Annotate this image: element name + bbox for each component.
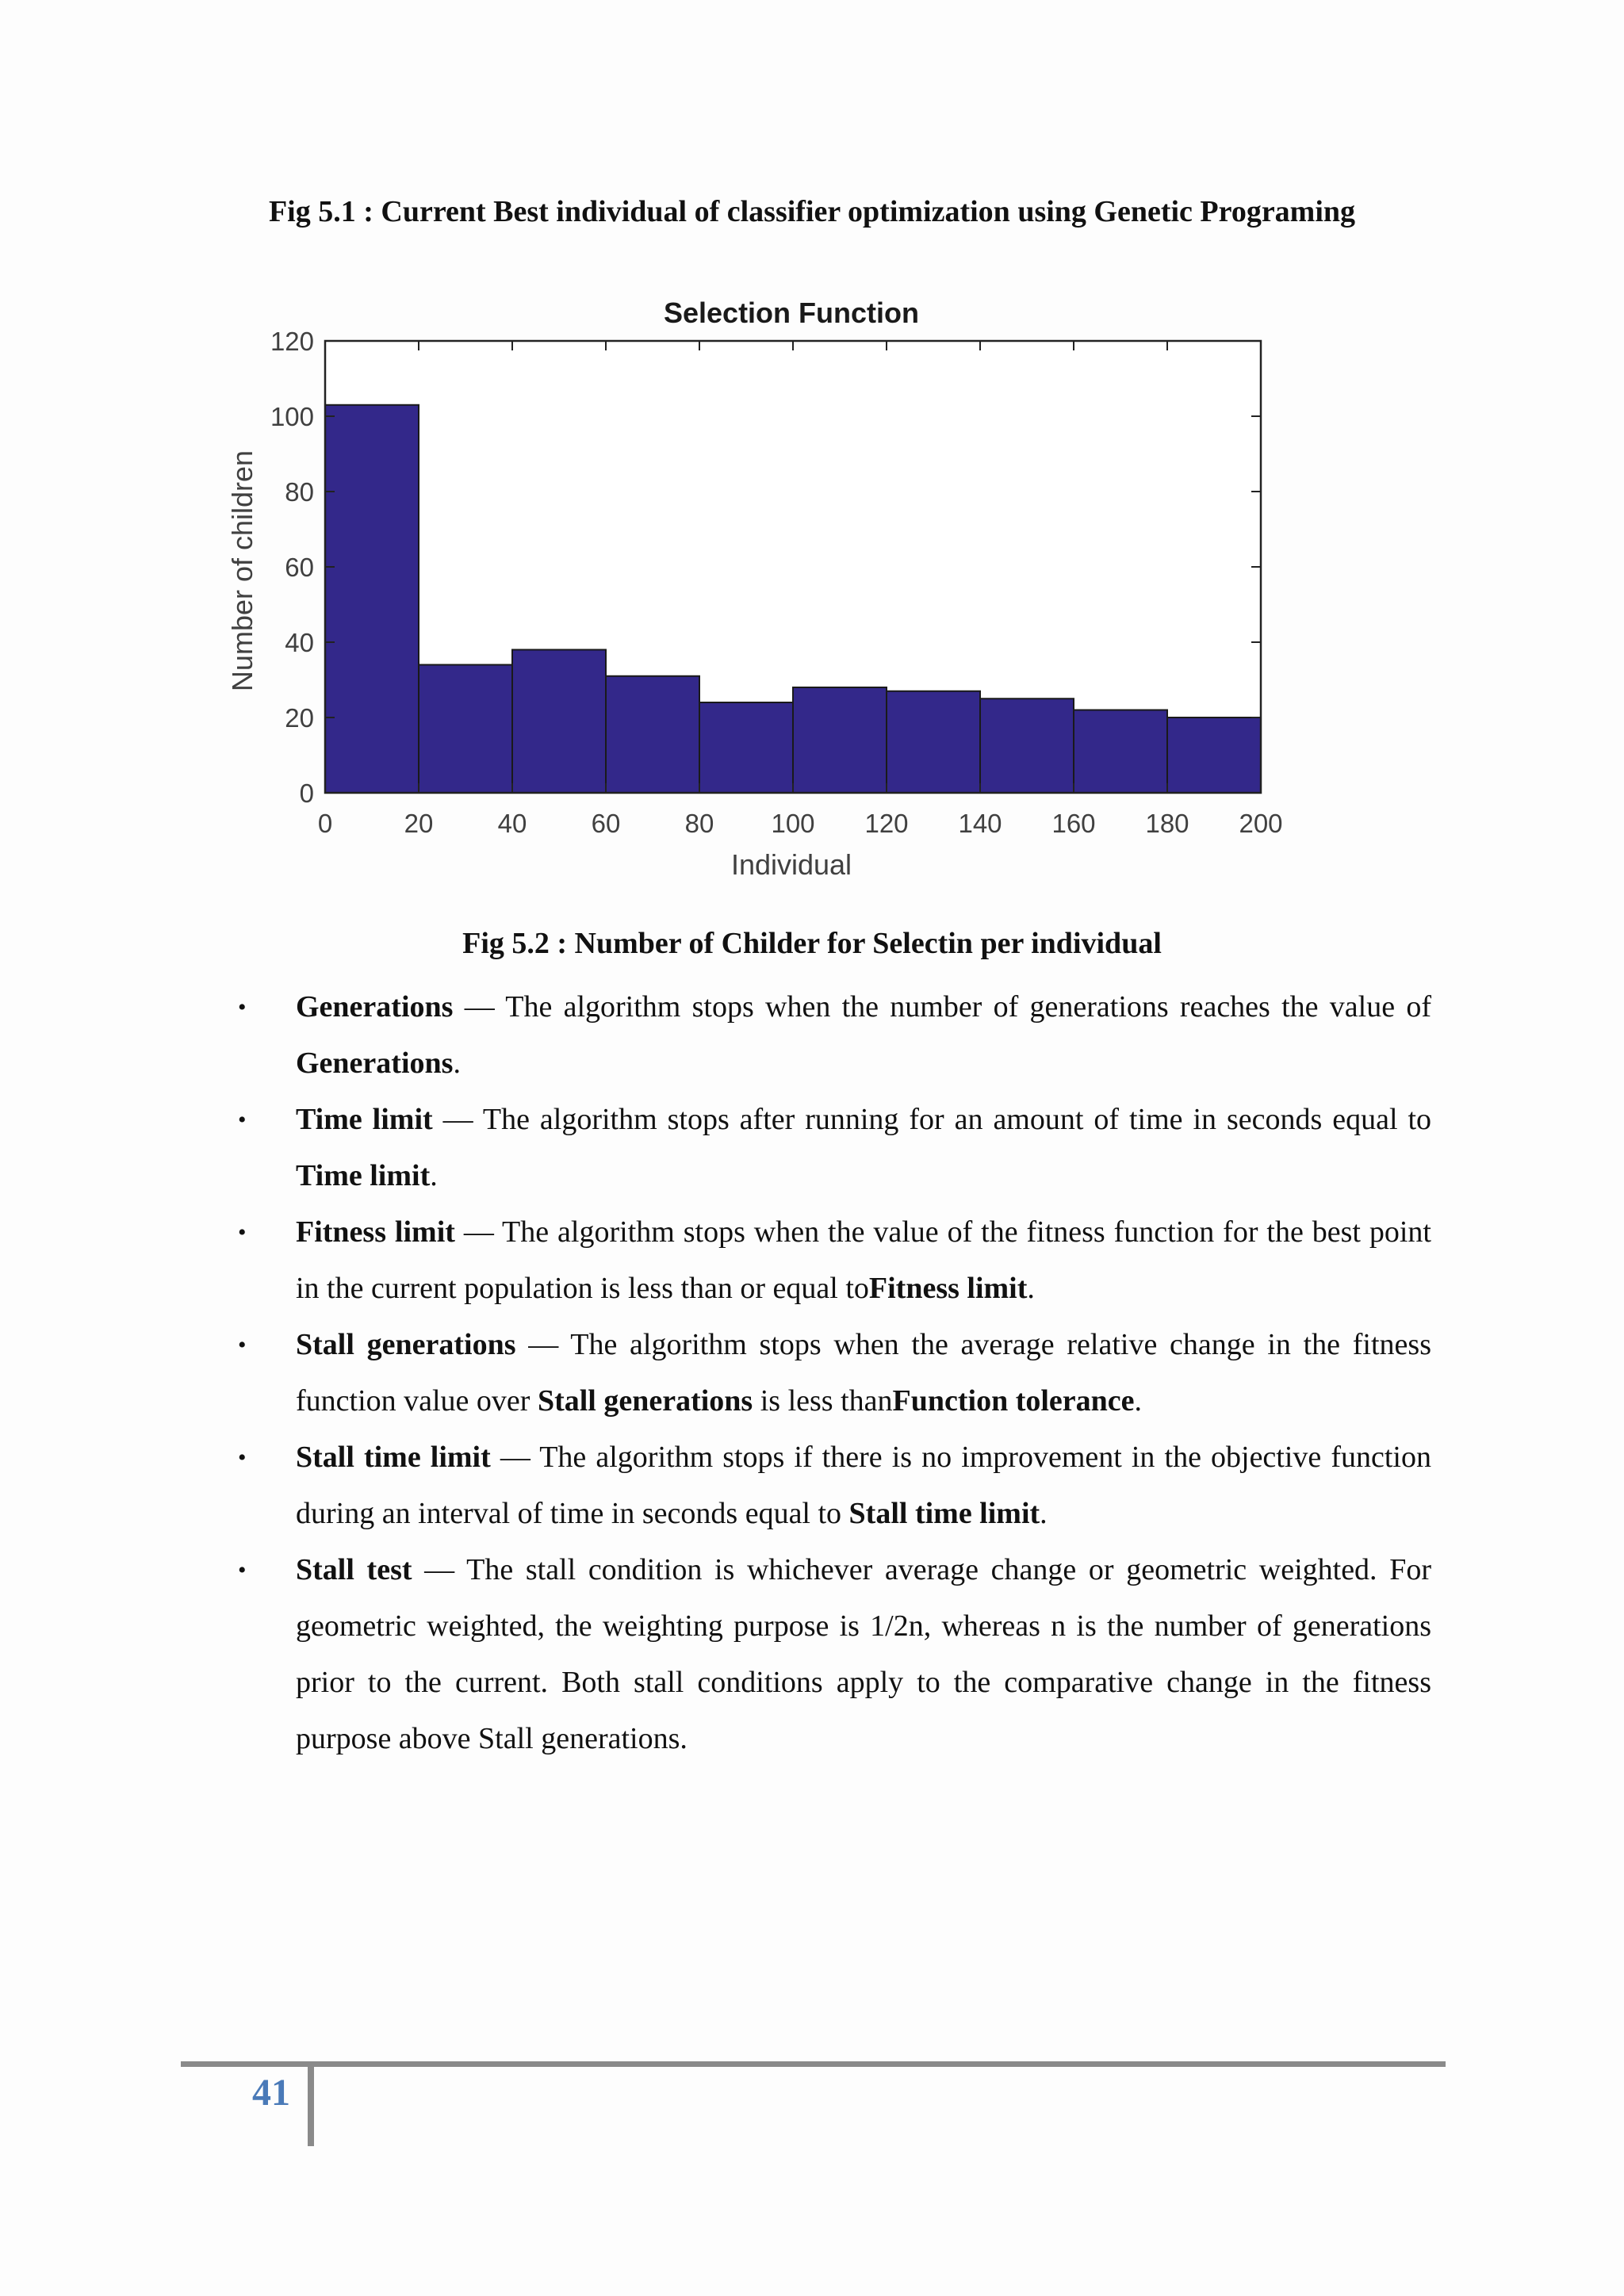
histogram-bar [1074,710,1167,794]
histogram-bar [1167,718,1261,793]
histogram-bar [606,676,699,793]
criteria-term: Stall generations [537,1384,753,1418]
criteria-text: is less than [753,1384,893,1418]
criteria-term: Stall time limit [848,1497,1040,1530]
histogram-bar [419,665,512,794]
criteria-term: Time limit [296,1159,431,1192]
stopping-criteria-list [238,979,1431,1767]
criteria-item [238,1542,1431,1767]
y-tick-label: 80 [285,477,314,507]
y-tick-label: 60 [285,553,314,582]
x-tick-label: 60 [591,809,621,838]
criteria-text: — The stall condition is whichever average change or geometric weighted. For geometric weighted, the weighting purpose is 1/2n, whereas n is the number of generations prior to the current. Both stall conditions apply to the comparative change in the fitness purpose above Stall generations. [296,1553,1431,1755]
criteria-term: Fitness limit [296,1215,455,1249]
y-tick-label: 100 [270,402,314,431]
x-tick-label: 20 [404,809,434,838]
bullet-icon: • [238,994,247,1020]
criteria-text: — The algorithm stops when the value of the fitness function for the best point in the current population is less than or equal to [296,1215,1431,1305]
y-axis-label: Number of children [226,450,259,692]
x-tick-label: 40 [497,809,527,838]
criteria-term: Stall time limit [296,1441,491,1474]
x-axis-label: Individual [730,848,852,881]
criteria-term: Generations [296,1047,454,1080]
bullet-icon: • [238,1219,247,1246]
y-tick-label: 20 [285,703,314,733]
y-tick-label: 0 [299,779,314,808]
y-tick-label: 120 [270,327,314,356]
criteria-item [238,1092,1431,1204]
x-tick-label: 0 [317,809,333,838]
criteria-text: — The algorithm stops when the number of generations reaches the value of [453,990,1431,1024]
criteria-term: Generations [296,990,454,1024]
figure-caption-5-2: Fig 5.2 : Number of Childer for Selectin per individual [462,927,1162,960]
criteria-item [238,1429,1431,1542]
x-tick-label: 180 [1145,809,1189,838]
criteria-item [238,979,1431,1092]
criteria-text: — The algorithm stops after running for an amount of time in seconds equal to [432,1103,1432,1136]
selection-function-histogram [214,285,1308,888]
x-tick-label: 160 [1051,809,1096,838]
bullet-icon: • [238,1332,247,1358]
histogram-bar [512,650,606,794]
criteria-item [238,1317,1431,1429]
criteria-text: — The algorithm stops if there is no improvement in the objective function during an interval of time in seconds equal to [296,1441,1431,1530]
bullet-icon: • [238,1445,247,1471]
criteria-term: Function tolerance [892,1384,1135,1418]
criteria-text: . [430,1159,438,1192]
criteria-text: . [1027,1272,1035,1305]
criteria-text: . [1040,1497,1048,1530]
criteria-text: — The algorithm stops when the average relative change in the fitness function value over [296,1328,1431,1418]
histogram-bar [887,691,980,793]
criteria-term: Time limit [296,1103,433,1136]
page-number: 41 [252,2072,290,2114]
x-tick-label: 80 [684,809,714,838]
histogram-bar [699,702,793,793]
criteria-item [238,1204,1431,1317]
histogram-bar [980,698,1074,793]
x-tick-label: 120 [864,809,909,838]
x-tick-label: 200 [1239,809,1283,838]
figure-caption-5-1: Fig 5.1 : Current Best individual of classifier optimization using Genetic Programing [268,195,1356,228]
criteria-term: Fitness limit [868,1272,1028,1305]
chart-title: Selection Function [663,297,920,329]
footer-rule [181,2061,1446,2067]
criteria-text: . [1134,1384,1143,1418]
histogram-bar [793,687,887,793]
criteria-text: . [453,1047,461,1080]
x-tick-label: 140 [958,809,1002,838]
criteria-term: Stall generations [296,1328,516,1361]
histogram-bar [325,405,419,793]
bullet-icon: • [238,1107,247,1133]
footer-divider [308,2067,314,2146]
y-tick-label: 40 [285,628,314,657]
bullet-icon: • [238,1557,247,1583]
x-tick-label: 100 [771,809,815,838]
criteria-term: Stall test [296,1553,412,1586]
